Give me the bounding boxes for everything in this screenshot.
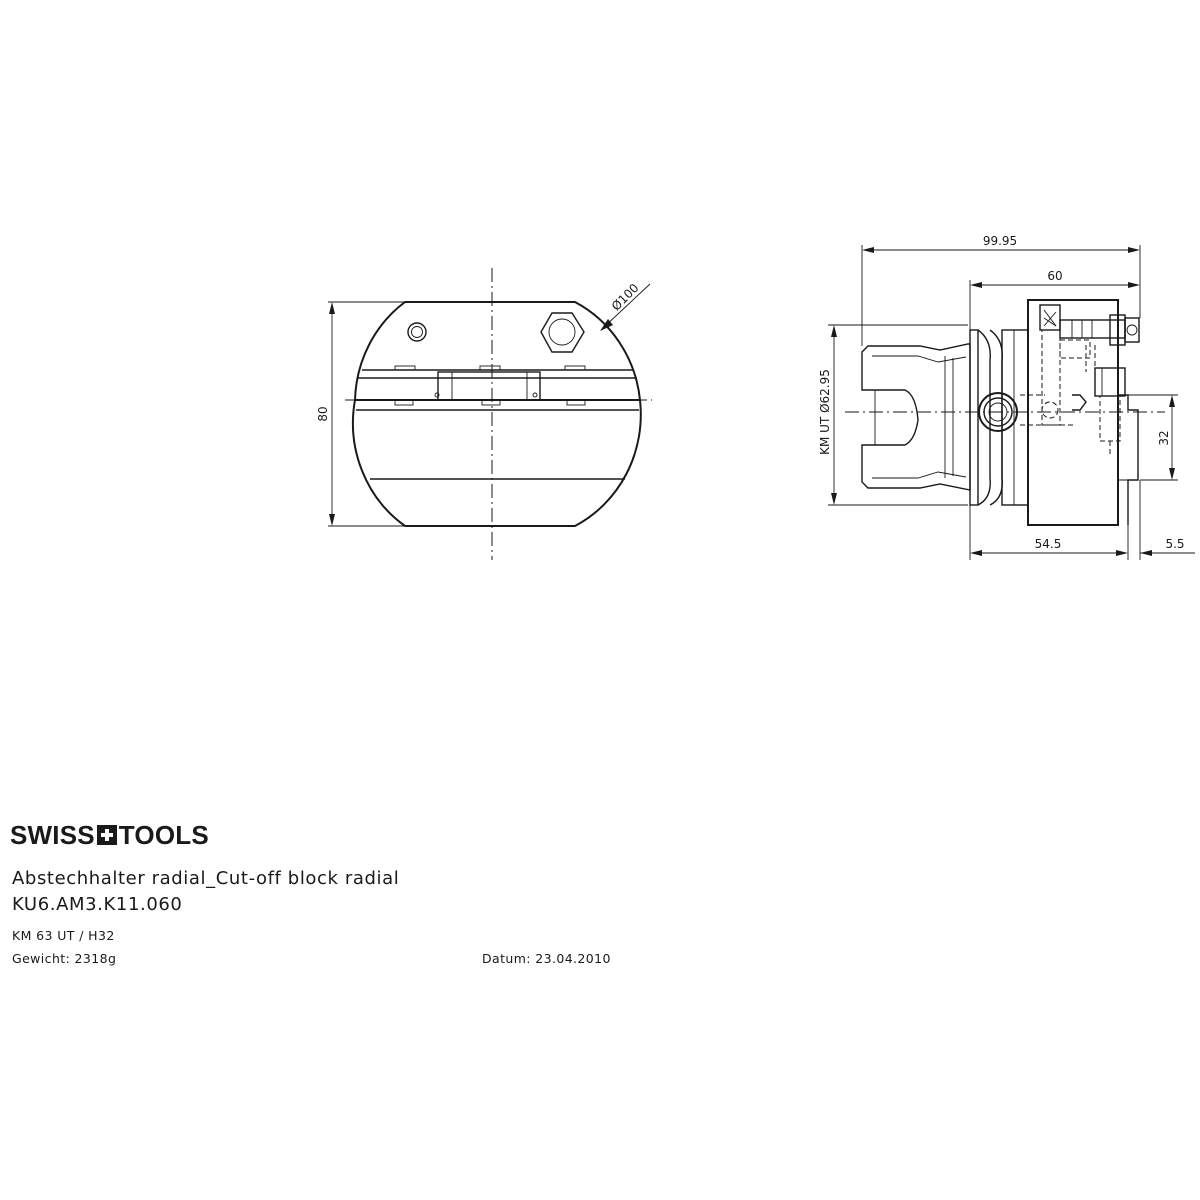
dim-side-body-length: 60 <box>1047 269 1063 283</box>
part-weight: Gewicht: 2318g <box>12 951 117 966</box>
front-view <box>316 268 652 560</box>
dim-side-thickness: 5.5 <box>1165 537 1185 551</box>
dim-side-interface: KM UT Ø62.95 <box>818 369 832 455</box>
side-view <box>818 234 1195 560</box>
dim-side-offset: 54.5 <box>1034 537 1062 551</box>
dim-front-height: 80 <box>316 406 330 422</box>
part-spec: KM 63 UT / H32 <box>12 928 115 943</box>
part-number: KU6.AM3.K11.060 <box>12 894 183 915</box>
brand-logo <box>10 818 710 852</box>
drawing-date: Datum: 23.04.2010 <box>482 951 611 966</box>
part-description: Abstechhalter radial_Cut-off block radial <box>12 868 400 889</box>
logo-text-right: TOOLS <box>118 819 209 850</box>
logo-text-left: SWISS <box>10 819 95 850</box>
dim-front-diameter: Ø100 <box>608 280 642 314</box>
dim-side-height: 32 <box>1157 430 1171 446</box>
swiss-cross-icon <box>97 825 117 845</box>
screw-head <box>408 323 426 341</box>
front-body-outline <box>353 302 641 526</box>
km-coupling <box>862 344 970 490</box>
dim-side-total-length: 99.95 <box>982 234 1018 248</box>
title-block <box>10 818 710 966</box>
